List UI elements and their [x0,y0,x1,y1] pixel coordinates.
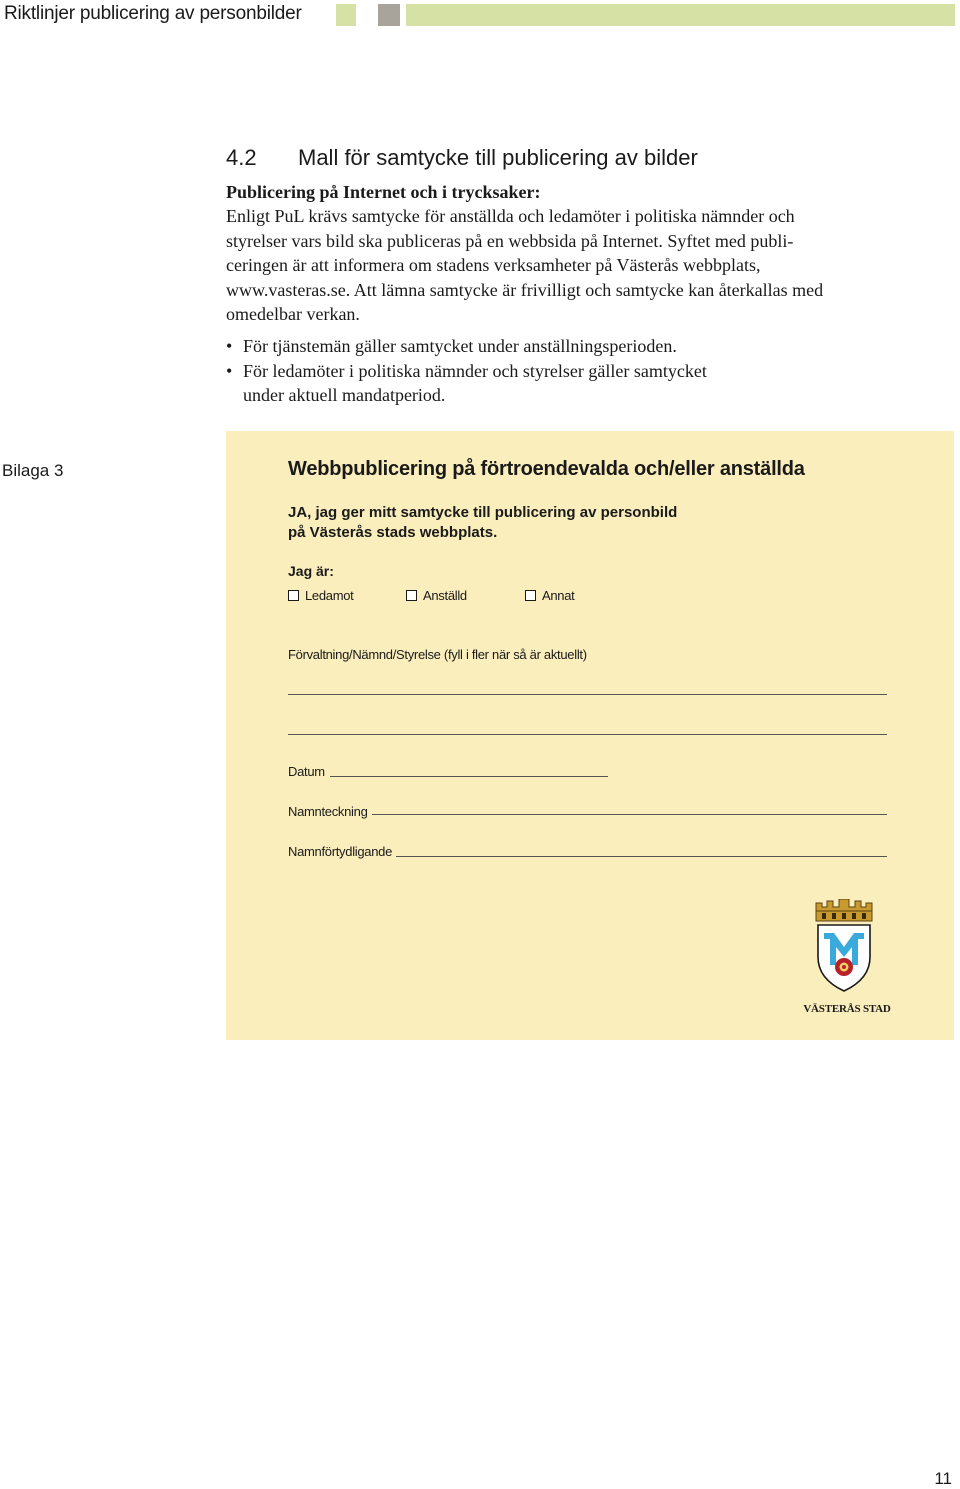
paragraph-line: omedelbar verkan. [226,304,360,325]
checkbox-icon[interactable] [406,590,417,601]
signature-input-line[interactable] [372,814,887,815]
header-bar-gray [378,4,400,26]
consent-statement [288,503,888,543]
section-paragraph [226,204,954,326]
appendix-label: Bilaga 3 [2,461,64,480]
date-label: Datum [288,764,325,779]
clarification-input-line[interactable] [396,856,887,857]
paragraph-line: Enligt PuL krävs samtycke för anställda och ledamöter i politiska nämnder och [226,206,795,227]
option-label: Annat [542,588,575,603]
consent-form [226,431,954,1040]
date-input-line[interactable] [330,776,608,777]
role-label: Jag är: [288,563,334,579]
consent-line: på Västerås stads webbplats. [288,524,498,541]
section-number: 4.2 [226,145,257,170]
section-subheading: Publicering på Internet och i trycksaker: [226,182,541,202]
bullet-line: • För ledamöter i politiska nämnder och styrelser gäller samtycket [243,360,707,381]
signature-label: Namnteckning [288,804,368,819]
running-header-title: Riktlinjer publicering av personbilder [4,3,302,24]
bullet-line: under aktuell mandatperiod. [243,385,446,406]
section-title: Mall för samtycke till publicering av bilder [298,145,698,170]
logo-text: VÄSTERÅS STAD [803,1003,891,1015]
consent-line: JA, jag ger mitt samtycke till publicering av personbild [288,504,678,521]
form-title: Webbpublicering på förtroendevalda och/eller anställda [288,458,805,480]
paragraph-line: www.vasteras.se. Att lämna samtycke är frivilligt och samtycke kan återkallas med [226,279,824,300]
checkbox-icon[interactable] [288,590,299,601]
bullet-list [226,334,954,407]
page-number: 11 [934,1469,952,1488]
checkbox-icon[interactable] [525,590,536,601]
section-heading [226,145,698,171]
vasteras-crest-icon [812,899,876,999]
org-input-line-2[interactable] [288,734,887,735]
bullet-item [226,334,954,358]
header-bar-green [336,4,356,26]
paragraph-line: styrelser vars bild ska publiceras på en webbsida på Internet. Syftet med publi- [226,230,794,251]
option-label: Ledamot [305,588,354,603]
option-label: Anställd [423,588,467,603]
option-anstalld[interactable] [406,588,467,603]
option-ledamot[interactable] [288,588,354,603]
bullet-line: • För tjänstemän gäller samtycket under anställningsperioden. [243,336,677,357]
org-label: Förvaltning/Nämnd/Styrelse (fyll i fler när så är aktuellt) [288,647,587,662]
paragraph-line: ceringen är att informera om stadens verksamheter på Västerås webbplats, [226,255,761,276]
org-input-line-1[interactable] [288,694,887,695]
bullet-item [226,359,954,408]
section-body [226,180,954,408]
clarification-label: Namnförtydligande [288,844,393,859]
option-annat[interactable] [525,588,574,603]
header-bar-long [406,4,955,26]
